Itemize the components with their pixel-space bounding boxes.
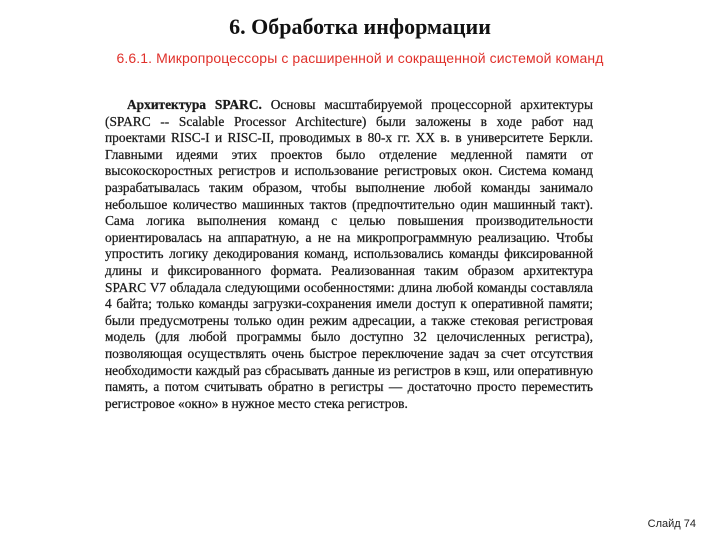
slide-number: Слайд 74 bbox=[647, 518, 696, 530]
body-paragraph bbox=[105, 97, 593, 412]
body-lead: Архитектура SPARC. bbox=[127, 97, 262, 112]
body-text: Основы масштабируемой процессорной архитектуры (SPARC -- Scalable Processor Architecture) были заложены в ходе работ над проектами RISC-I и RISC-II, проводимых в 80-х гг. XX в. в университете Беркли. Главными идеями этих проектов было отделение медленной памяти от высокоскоростных регистров и использование регистровых окон. Система команд разрабатывалась таким образом, чтобы выполнение любой команды занимало небольшое количество машинных тактов (предпочтительно один машинный такт). Сама логика выполнения команд с целью повышения производительности ориентировалась на аппаратную, а не на микропрограммную реализацию. Чтобы упростить логику декодирования команд, использовались команды фиксированной длины и фиксированного формата. Реализованная таким образом архитектура SPARC V7 обладала следующими особенностями: длина любой команды составляла 4 байта; только команды загрузки-сохранения имели доступ к оперативной памяти; были предусмотрены только один режим адресации, а также стековая регистровая модель (для любой программы было доступно 32 целочисленных регистра), позволяющая осуществлять очень быстрое переключение задач за счет отсутствия необходимости каждый раз сбрасывать данные из регистров в кэш, или оперативную память, а потом считывать обратно в регистры — достаточно просто переместить регистровое «окно» в нужное место стека регистров. bbox=[105, 97, 593, 411]
slide-subtitle: 6.6.1. Микропроцессоры с расширенной и сокращенной системой команд bbox=[116, 50, 604, 66]
slide-title: 6. Обработка информации bbox=[229, 14, 491, 39]
